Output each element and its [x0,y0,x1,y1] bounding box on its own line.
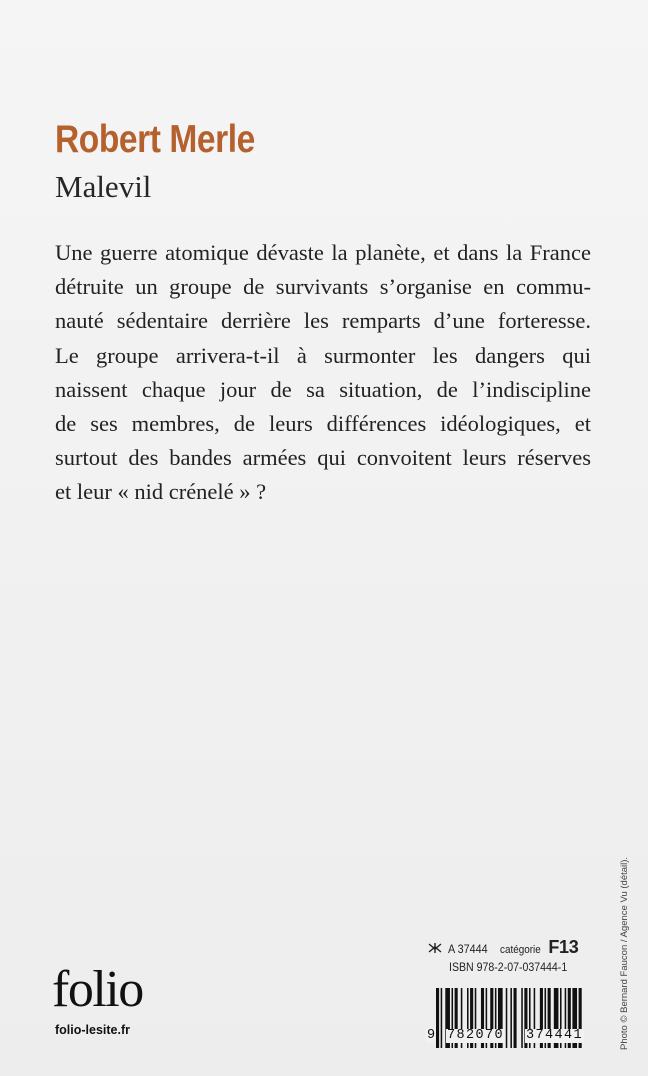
summary-line: détruite un groupe de survivants s’organise en commu- [55,274,591,300]
summary-line: naissent chaque jour de sa situation, de l’indiscipline [55,376,591,402]
book-title: Malevil [55,169,152,204]
catalog-code: A 37444 [448,942,488,956]
author-name: Robert Merle [55,118,255,161]
category-value: F13 [548,937,579,957]
summary-line: nauté sédentaire derrière les remparts d’une forteresse. [55,308,591,334]
book-summary [55,236,591,510]
photo-credit: Photo © Bernard Faucon / Agence Vu (détail). [619,856,630,1050]
barcode-digit: 9 [427,1028,436,1043]
summary-line: de ses membres, de leurs différences idéologiques, et [55,411,591,437]
summary-line: Une guerre atomique dévaste la planète, et dans la France [55,240,591,265]
barcode-digits-right: 374441 [526,1028,584,1043]
summary-line: Le groupe arrivera-t-il à surmonter les dangers qui [55,342,591,368]
summary-line: et leur « nid crénelé » ? [55,479,267,505]
publisher-website: folio-lesite.fr [55,1023,131,1037]
barcode-digits-left: 782070 [447,1028,505,1043]
gallimard-publisher-icon [427,941,443,953]
isbn-number: ISBN 978-2-07-037444-1 [449,962,568,974]
summary-line: surtout des bandes armées qui convoitent leurs réserves [55,445,591,471]
book-info-block [427,937,617,974]
folio-logo: folio [52,961,143,1018]
category-label: catégorie [500,944,541,956]
catalog-row [427,937,617,958]
